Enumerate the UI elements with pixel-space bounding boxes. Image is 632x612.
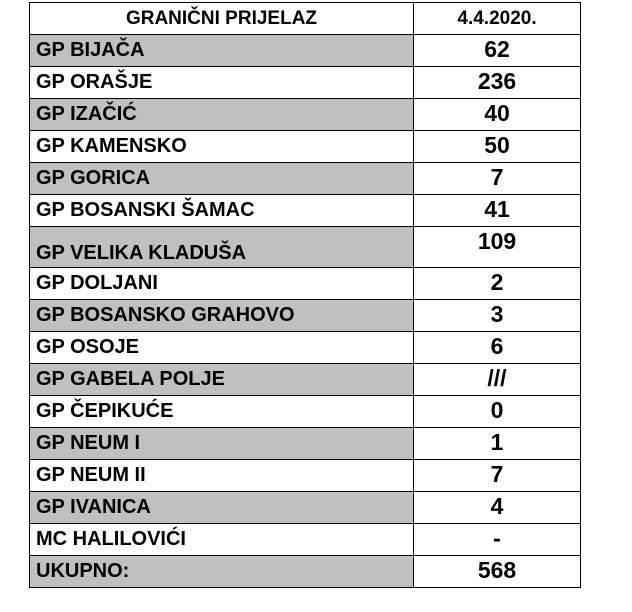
- row-value: 6: [414, 332, 581, 364]
- row-name: GP OSOJE: [30, 332, 414, 364]
- row-name: GP GABELA POLJE: [30, 364, 414, 396]
- row-name: GP VELIKA KLADUŠA: [30, 227, 414, 268]
- row-name: MC HALILOVIĆI: [30, 524, 414, 556]
- row-value: 62: [414, 35, 581, 67]
- table-row: [30, 195, 581, 227]
- table-row: [30, 492, 581, 524]
- table-row: [30, 268, 581, 300]
- row-value: 3: [414, 300, 581, 332]
- row-name: GP ORAŠJE: [30, 67, 414, 99]
- table-row: [30, 300, 581, 332]
- total-value: 568: [414, 556, 581, 588]
- border-crossings-table: [29, 2, 581, 588]
- table-row-total: [30, 556, 581, 588]
- row-value: 40: [414, 99, 581, 131]
- table-row: [30, 131, 581, 163]
- row-value: 41: [414, 195, 581, 227]
- row-value: 7: [414, 460, 581, 492]
- row-name: GP BOSANSKO GRAHOVO: [30, 300, 414, 332]
- table-row: [30, 67, 581, 99]
- row-name: GP KAMENSKO: [30, 131, 414, 163]
- row-name: GP NEUM II: [30, 460, 414, 492]
- row-value: 109: [414, 227, 581, 268]
- row-value: 50: [414, 131, 581, 163]
- header-date: 4.4.2020.: [414, 3, 581, 35]
- table-row: [30, 396, 581, 428]
- row-value: 2: [414, 268, 581, 300]
- row-name: GP BOSANSKI ŠAMAC: [30, 195, 414, 227]
- row-value: ///: [414, 364, 581, 396]
- row-value: 1: [414, 428, 581, 460]
- row-value: -: [414, 524, 581, 556]
- table-row: [30, 163, 581, 195]
- row-value: 7: [414, 163, 581, 195]
- row-name: GP IVANICA: [30, 492, 414, 524]
- row-value: 4: [414, 492, 581, 524]
- row-name: GP GORICA: [30, 163, 414, 195]
- total-label: UKUPNO:: [30, 556, 414, 588]
- row-value: 0: [414, 396, 581, 428]
- table-row: [30, 99, 581, 131]
- row-name: GP NEUM I: [30, 428, 414, 460]
- row-name: GP IZAČIĆ: [30, 99, 414, 131]
- header-border-crossing: GRANIČNI PRIJELAZ: [30, 3, 414, 35]
- row-name: GP DOLJANI: [30, 268, 414, 300]
- table-row: [30, 35, 581, 67]
- row-name: GP ČEPIKUĆE: [30, 396, 414, 428]
- table-row: [30, 428, 581, 460]
- table-row: [30, 460, 581, 492]
- table-row: [30, 227, 581, 268]
- table-row: [30, 524, 581, 556]
- table-header-row: [30, 3, 581, 35]
- table-row: [30, 332, 581, 364]
- row-value: 236: [414, 67, 581, 99]
- table-row: [30, 364, 581, 396]
- row-name: GP BIJAČA: [30, 35, 414, 67]
